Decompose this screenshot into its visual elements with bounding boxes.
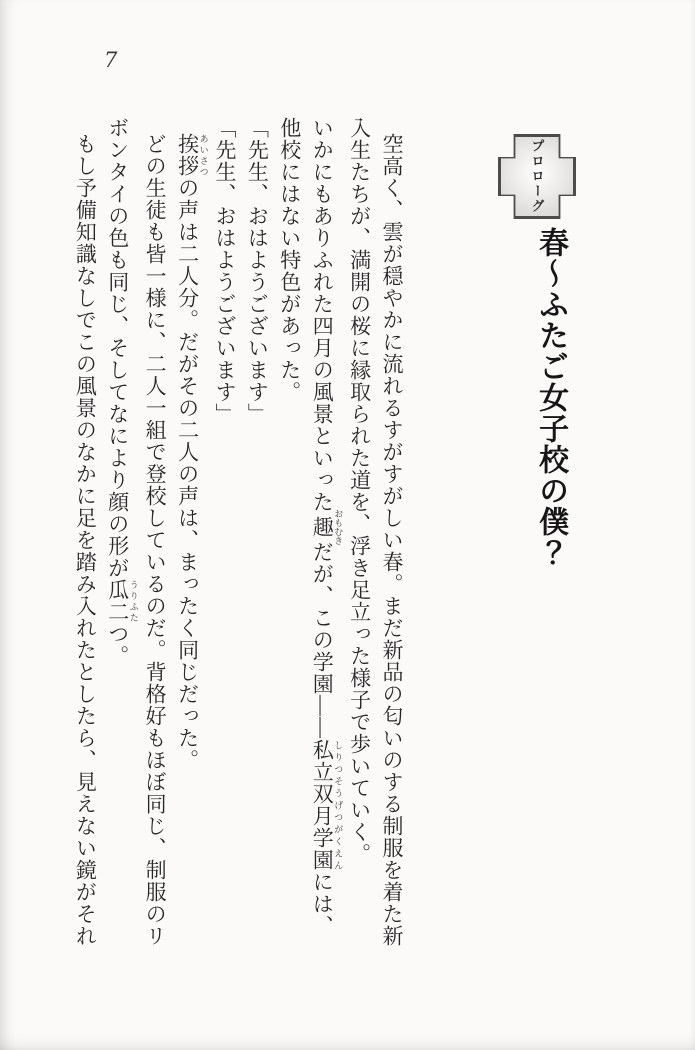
text-column: どの生徒も皆一様に、二人一組で登校しているのだ。背格好もほぼ同じ、制服のリ [143, 133, 168, 947]
text-column: 挨拶 あいさつの声は二人分。だがその二人の声は、まったく同じだった。 [175, 133, 209, 771]
ruby-annotated-text: 瓜二 うりふた [105, 579, 139, 623]
prologue-badge-label: プロローグ [529, 139, 545, 214]
ruby-annotated-text: 趣 おもむき [310, 509, 344, 545]
text-column: 「先生、おはようございます」 [245, 117, 270, 425]
text-column: 他校にはない特色があった。 [277, 117, 302, 403]
text-column: もし予備知識なしでこの風景のなかに足を踏み入れたとしたら、見えない鏡がそれ [73, 133, 98, 947]
text-column: いかにもありふれた四月の風景といった趣 おもむきだが、この学園――私立双月学園 しりつそうげつがくえんには、 [310, 117, 344, 937]
page-number: 7 [104, 48, 118, 72]
ruby-annotated-text: 私立双月学園 しりつそうげつがくえん [310, 739, 344, 871]
chapter-title: 春～ふたご女子校の僕？ [534, 227, 568, 568]
prologue-badge [498, 134, 576, 219]
ruby-annotated-text: 挨拶 あいさつ [175, 133, 209, 177]
text-column: 空高く、雲が穏やかに流れるすがすがしい春。まだ新品の匂いのする制服を着た新 [380, 133, 404, 947]
text-column: ボンタイの色も同じ、そしてなにより顔の形が瓜二 うりふたつ。 [105, 117, 139, 667]
text-column: 「先生、おはようございます」 [212, 117, 237, 425]
body-text [73, 117, 408, 965]
text-column: 入生たちが、満開の桜に縁取られた道を、浮き足立った様子で歩いていく。 [347, 117, 372, 865]
